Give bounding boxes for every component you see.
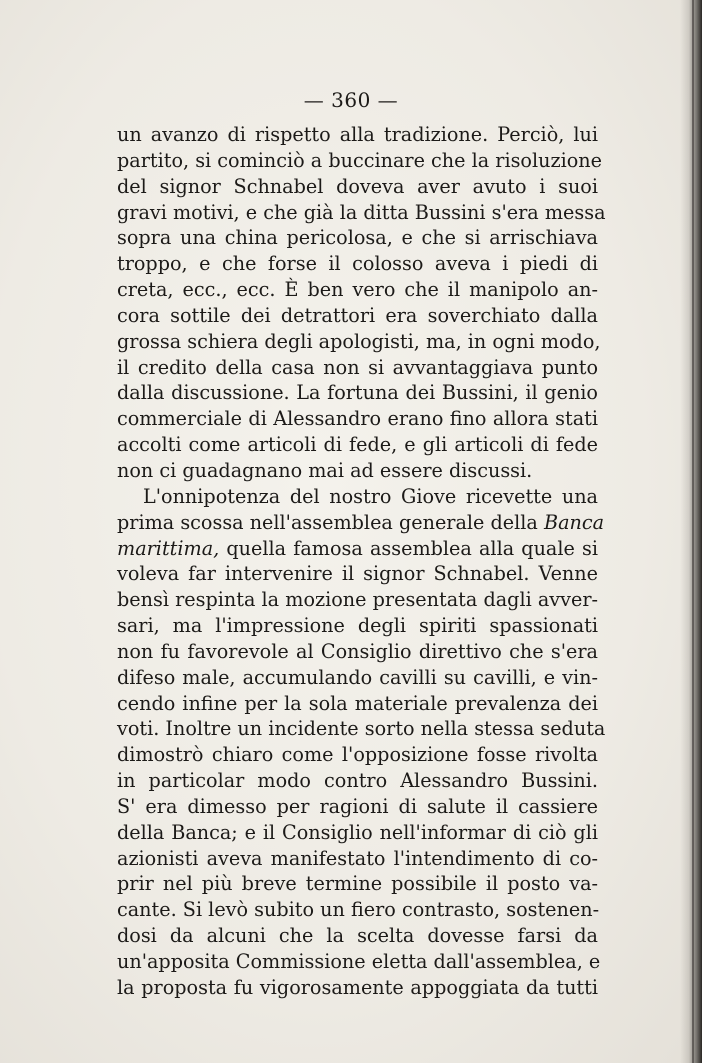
- text-line: un'apposita Commissione eletta dall'assemblea, e: [117, 950, 601, 973]
- text-line: sopra una china pericolosa, e che si arrischiava: [117, 226, 598, 250]
- text-line: partito, si cominciò a buccinare che la risoluzione: [117, 148, 602, 172]
- text-line: in particolar modo contro Alessandro Bussini.: [117, 769, 598, 793]
- text-line: bensì respinta la mozione presentata dagli avver-: [117, 588, 598, 612]
- text-line: della Banca; e il Consiglio nell'informar di ciò gli: [117, 820, 598, 844]
- text-line: [117, 536, 598, 562]
- text-line: gravi motivi, e che già la ditta Bussini s'era messa: [117, 200, 606, 224]
- text-line: troppo, e che forse il colosso aveva i piedi di: [117, 252, 598, 276]
- text-line: S' era dimesso per ragioni di salute il cassiere: [117, 794, 598, 818]
- text-line: voti. Inoltre un incidente sorto nella stessa seduta: [117, 717, 606, 741]
- text-line: un avanzo di rispetto alla tradizione. Perciò, lui: [117, 123, 598, 146]
- text-line: difeso male, accumulando cavilli su cavilli, e vin-: [117, 665, 598, 689]
- page-spine-edge: [692, 0, 694, 1063]
- text-line: non fu favorevole al Consiglio direttivo che s'era: [117, 639, 598, 663]
- text-line: la proposta fu vigorosamente appoggiata da tutti: [117, 975, 598, 999]
- text-line: cora sottile dei detrattori era soverchiato dalla: [117, 303, 598, 327]
- italic-text: marittima,: [117, 536, 220, 560]
- text-line: [117, 510, 605, 536]
- text-line: non ci guadagnano mai ad essere discussi.: [117, 458, 533, 482]
- text-line: commerciale di Alessandro erano fino allora stati: [117, 407, 598, 431]
- text-line: sari, ma l'impressione degli spiriti spassionati: [117, 614, 598, 638]
- body-text: [117, 122, 606, 1001]
- text-line: dosi da alcuni che la scelta dovesse farsi da: [117, 924, 598, 948]
- text-line: voleva far intervenire il signor Schnabel. Venne: [117, 562, 598, 586]
- text-line: il credito della casa non si avvantaggiava punto: [117, 355, 598, 379]
- text-line: cendo infine per la sola materiale prevalenza dei: [117, 691, 598, 715]
- text-fragment: prima scossa nell'assemblea generale della: [117, 510, 544, 534]
- text-line: del signor Schnabel doveva aver avuto i suoi: [117, 174, 598, 198]
- text-line: dalla discussione. La fortuna dei Bussini, il genio: [117, 381, 598, 405]
- text-line: creta, ecc., ecc. È ben vero che il manipolo an-: [117, 278, 598, 302]
- text-line: grossa schiera degli apologisti, ma, in ogni modo,: [117, 329, 601, 353]
- text-fragment: quella famosa assemblea alla quale si: [219, 536, 598, 560]
- text-line: azionisti aveva manifestato l'intendimento di co-: [117, 846, 598, 870]
- text-line: dimostrò chiaro come l'opposizione fosse rivolta: [117, 743, 598, 767]
- page-spine-shadow: [680, 0, 702, 1063]
- italic-text: Banca: [543, 510, 605, 534]
- text-line: cante. Si levò subito un fiero contrasto, sostenen-: [117, 898, 600, 922]
- page-number: — 360 —: [303, 88, 399, 112]
- text-line: accolti come articoli di fede, e gli articoli di fede: [117, 433, 598, 457]
- paragraph-start-line: L'onnipotenza del nostro Giove ricevette una: [143, 484, 598, 508]
- text-line: prir nel più breve termine possibile il posto va-: [117, 872, 598, 896]
